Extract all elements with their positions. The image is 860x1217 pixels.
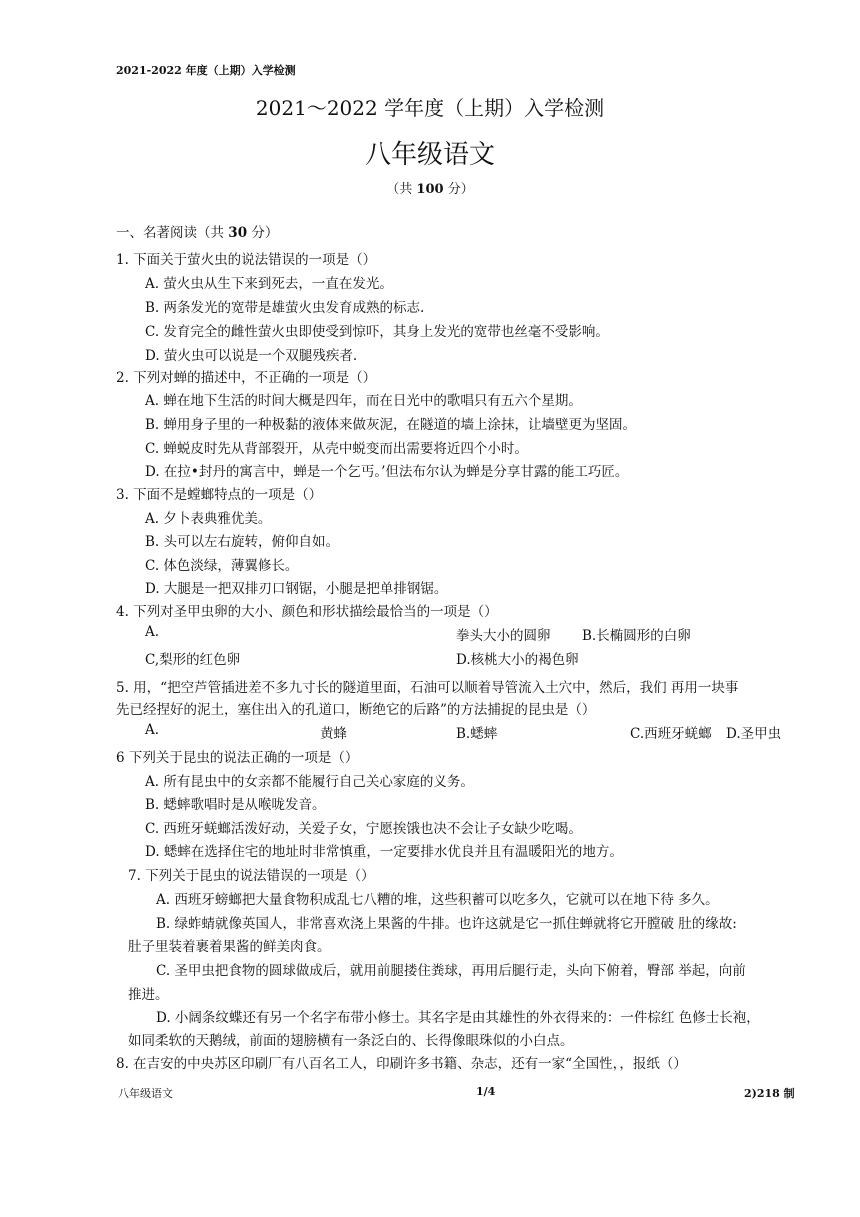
q4-option-b: B.长椭圆形的白卵	[582, 628, 691, 644]
q5-option-b: B.蟋蟀	[456, 726, 498, 742]
q2-stem: 2. 下列对蝉的描述中，不正确的一项是（）	[116, 370, 377, 386]
q5-line-1: 5. 用，“把空芦管插进差不多九寸长的隧道里面，石油可以顺着导管流入土穴中，然后，我们 再用一块事	[116, 680, 739, 696]
q6-option-c: C. 西班牙蜣螂活泼好动，关爱子女，宁愿挨饿也决不会让子女缺少吃喝。	[145, 821, 582, 837]
q3-option-c: C. 体色淡绿，薄翼修长。	[145, 558, 299, 574]
q6-stem: 6 下列关于昆虫的说法正确的一项是（）	[116, 750, 359, 766]
footer-code: 2)218 制	[744, 1087, 795, 1100]
q2-option-c: C. 蝉蜕皮时先从背部裂开，从壳中蜕变而出需要将近四个小时。	[145, 441, 528, 457]
q3-stem: 3. 下面不是螳螂特点的一项是（）	[116, 487, 323, 503]
section-suffix: 分）	[247, 225, 279, 241]
q4-option-a-text: 拳头大小的圆卵	[456, 628, 551, 644]
q1-option-d: D. 萤火虫可以说是一个双腿残疾者.	[145, 348, 358, 364]
section-score: 30	[228, 225, 248, 241]
q5-option-a-label: A.	[145, 722, 160, 738]
q1-option-c: C. 发育完全的雌性萤火虫即使受到惊吓，其身上发光的宽带也丝毫不受影响。	[145, 324, 609, 340]
q4-option-a-label: A.	[145, 624, 160, 640]
q7-stem: 7. 下列关于昆虫的说法错误的一项是（）	[128, 868, 375, 884]
q5-option-c: C.西班牙蜣螂	[630, 726, 712, 742]
q8-stem: 8. 在吉安的中央苏区印刷厂有八百名工人，印刷许多书籍、杂志，还有一家“全国性，，报纸（）	[116, 1056, 687, 1072]
exam-title: 2021～2022 学年度（上期）入学检测	[255, 96, 605, 120]
q1-option-a: A. 萤火虫从生下来到死去，一直在发光。	[145, 276, 393, 292]
q3-option-b: B. 头可以左右旋转，俯仰自如。	[145, 534, 340, 550]
q2-option-b: B. 蝉用身子里的一种极黏的液体来做灰泥，在隧道的墙上涂抹，让墙壁更为坚固。	[145, 417, 637, 433]
q1-option-b: B. 两条发光的宽带是雄萤火虫发育成熟的标志.	[145, 300, 425, 316]
q4-option-c: C,梨形的红色卵	[145, 652, 241, 668]
q3-option-a: A. 夕卜表典雅优美。	[145, 511, 272, 527]
section-heading	[116, 221, 278, 241]
q6-option-d: D. 蟋蟀在选择住宅的地址时非常慎重，一定要排水优良并且有温暖阳光的地方。	[145, 844, 623, 860]
q7-option-c-line-2: 推进。	[128, 987, 169, 1003]
footer-subject: 八年级语文	[118, 1087, 173, 1100]
q7-option-b-line-1: B. 绿蚱蜻就像英国人，非常喜欢浇上果酱的牛排。也许这就是它一抓住蝉就将它开膛破 肚的缘故:	[156, 916, 737, 932]
total-score	[0, 178, 860, 197]
score-suffix: 分）	[443, 182, 474, 197]
q2-option-d: D. 在拉•封丹的寓言中，蝉是一个乞丐。’但法布尔认为蝉是分享甘露的能工巧匠。	[145, 464, 629, 480]
q4-option-d: D.核桃大小的褐色卵	[456, 652, 579, 668]
q7-option-d-line-1: D. 小阔条纹蝶还有另一个名字布带小修士。其名字是由其雄性的外衣得来的：一件棕红 色修士长袍，	[156, 1010, 760, 1026]
q5-option-d: D.圣甲虫	[726, 726, 782, 742]
q5-option-a-text: 黄蜂	[320, 726, 347, 742]
score-value: 100	[416, 182, 444, 197]
q5-line-2: 先已经捏好的泥土，塞住出入的孔道口，断绝它的后路”的方法捕捉的昆虫是（）	[116, 702, 596, 718]
q6-option-b: B. 蟋蟀歌唱时是从喉咙发音。	[145, 797, 326, 813]
score-prefix: （共	[386, 182, 417, 197]
q4-stem: 4. 下列对圣甲虫卵的大小、颜色和形状描绘最恰当的一项是（）	[116, 604, 498, 620]
page-number: 1/4	[476, 1085, 496, 1098]
subject-title: 八年级语文	[364, 140, 495, 170]
q7-option-c-line-1: C. 圣甲虫把食物的圆球做成后，就用前腿搂住粪球，再用后腿行走，头向下俯着，臀部 举起，向前	[156, 963, 746, 979]
running-header: 2021-2022 年度（上期）入学检测	[116, 64, 296, 77]
section-prefix: 一、名著阅读（共	[116, 225, 229, 241]
q3-option-d: D. 大腿是一把双排刃口钢锯，小腿是把单排钢锯。	[145, 581, 448, 597]
q6-option-a: A. 所有昆虫中的女亲都不能履行自己关心家庭的义务。	[145, 774, 474, 790]
q7-option-a: A. 西班牙螃螂把大量食物积成乱七八糟的堆，这些积蓄可以吃多久，它就可以在地下待 多久。	[156, 892, 719, 908]
q7-option-d-line-2: 如同柔软的天鹅绒，前面的翅膀横有一条泛白的、长得像眼珠似的小白点。	[128, 1033, 574, 1049]
q7-option-b-line-2: 肚子里装着裹着果酱的鲜美肉食。	[128, 939, 331, 955]
q2-option-a: A. 蝉在地下生活的时间大概是四年，而在日光中的歌唱只有五六个星期。	[145, 393, 582, 409]
q1-stem: 1. 下面关于萤火虫的说法错误的一项是（）	[116, 252, 377, 268]
